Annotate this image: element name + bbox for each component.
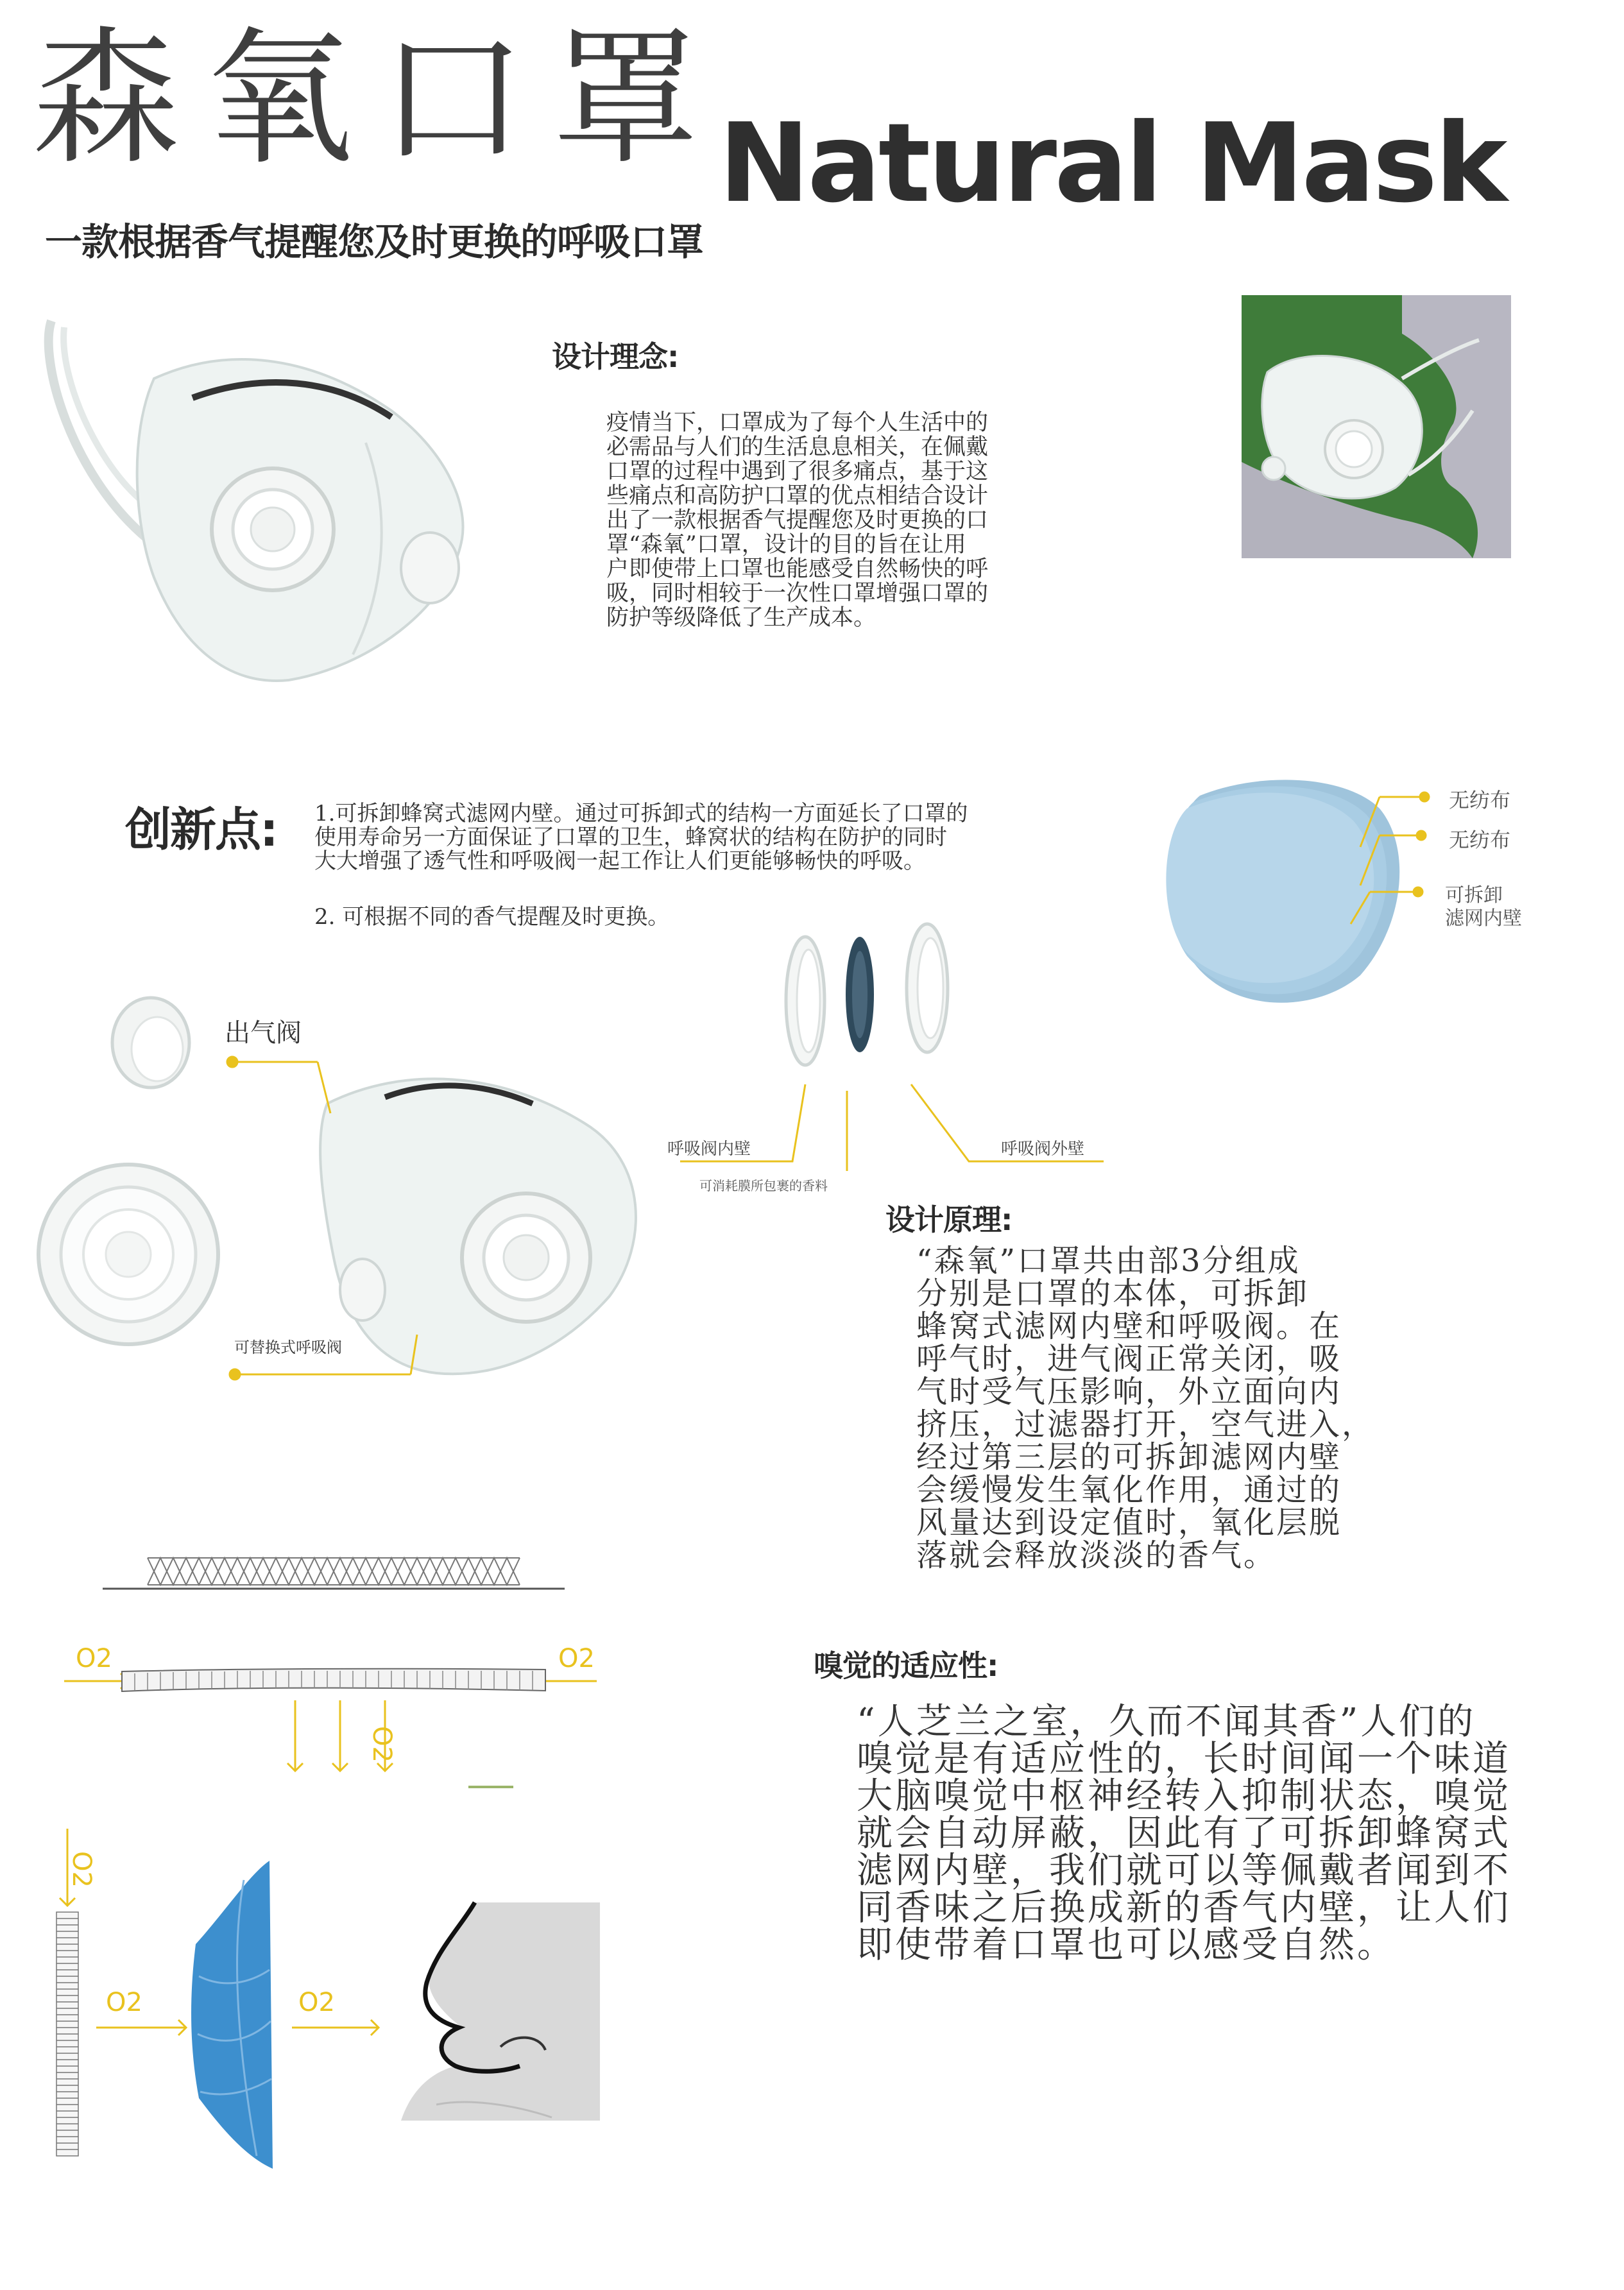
- replaceable-valve-image: [32, 1158, 225, 1351]
- concept-line: 些痛点和高防护口罩的优点相结合设计: [606, 483, 989, 509]
- concept-line: 吸，同时相较于一次性口罩增强口罩的: [606, 581, 989, 606]
- o2-label-left: O2: [76, 1644, 112, 1673]
- callout-outlet-valve: 出气阀: [225, 1018, 302, 1048]
- title-chinese: 森氧口罩: [32, 13, 725, 185]
- principle-body: [916, 1245, 1442, 1572]
- principle-line: 挤压，过滤器打开，空气进入，: [916, 1406, 1375, 1442]
- honeycomb-filter-strip: [103, 1553, 565, 1591]
- innovation-line: 大大增强了透气性和呼吸阀一起工作让人们更能够畅快的呼吸。: [314, 848, 925, 874]
- innovation-point-2: 2. 可根据不同的香气提醒及时更换。: [314, 904, 670, 930]
- olfactory-line: 即使带着口罩也可以感受自然。: [857, 1924, 1396, 1966]
- o2-label-nose: O2: [298, 1988, 335, 2017]
- olfactory-line: 嗅觉是有适应性的，长时间闻一个味道: [857, 1738, 1511, 1780]
- innovation-line: 使用寿命另一方面保证了口罩的卫生，蜂窝状的结构在防护的同时: [314, 825, 947, 850]
- principle-line: 蜂窝式滤网内壁和呼吸阀。在: [916, 1308, 1342, 1344]
- concept-heading: 设计理念:: [552, 339, 679, 374]
- concept-line: 疫情当下，口罩成为了每个人生活中的: [606, 410, 989, 436]
- subtitle: 一款根据香气提醒您及时更换的呼吸口罩: [45, 220, 704, 264]
- layer-label-filter: [1445, 884, 1522, 930]
- layer-label-filter-line: 滤网内壁: [1445, 907, 1522, 930]
- innovation-line: 1.可拆卸蜂窝式滤网内壁。通过可拆卸式的结构一方面延长了口罩的: [314, 801, 968, 826]
- layer-label-nonwoven-1: 无纺布: [1449, 788, 1511, 812]
- concept-line: 口罩的过程中遇到了很多痛点，基于这: [606, 459, 989, 484]
- principle-line: 落就会释放淡淡的香气。: [916, 1537, 1277, 1573]
- olfactory-body: [857, 1701, 1575, 1966]
- concept-body: [606, 411, 1068, 630]
- olfactory-line: “人芝兰之室，久而不闻其香”人们的: [857, 1701, 1476, 1743]
- airflow-diagram: [58, 1643, 622, 1803]
- principle-line: “森氧”口罩共由部3分组成: [916, 1243, 1301, 1279]
- callout-fragrance: 可消耗膜所包裹的香料: [699, 1178, 828, 1193]
- o2-label-filter: O2: [106, 1988, 142, 2017]
- o2-label-down: O2: [367, 1726, 397, 1763]
- o2-label-right: O2: [558, 1644, 595, 1673]
- valve-exploded-image: [770, 924, 975, 1091]
- innovation-point-1: [314, 802, 1149, 873]
- principle-line: 经过第三层的可拆卸滤网内壁: [916, 1439, 1342, 1475]
- layer-label-filter-line: 可拆卸: [1445, 884, 1503, 907]
- callout-valve-outer: 呼吸阀外壁: [1001, 1140, 1085, 1159]
- olfactory-heading: 嗅觉的适应性:: [814, 1648, 998, 1683]
- concept-line: 罩“森氧”口罩，设计的目的旨在让用: [606, 532, 966, 558]
- person-wearing-mask-image: [1242, 295, 1511, 558]
- principle-line: 呼气时，进气阀正常关闭，吸: [916, 1341, 1342, 1377]
- olfactory-line: 滤网内壁，我们就可以等佩戴者闻到不: [857, 1850, 1511, 1892]
- principle-line: 风量达到设定值时，氧化层脱: [916, 1505, 1342, 1541]
- innovation-heading: 创新点:: [125, 803, 277, 857]
- olfactory-line: 大脑嗅觉中枢神经转入抑制状态，嗅觉: [857, 1775, 1511, 1817]
- mask-front-image: [32, 308, 481, 693]
- concept-line: 必需品与人们的生活息息相关，在佩戴: [606, 434, 989, 460]
- principle-heading: 设计原理:: [885, 1202, 1013, 1237]
- mask-layers-diagram: [1168, 770, 1604, 1014]
- o2-label-vertical: O2: [67, 1851, 96, 1888]
- outlet-valve-image: [103, 988, 199, 1097]
- principle-line: 气时受气压影响，外立面向内: [916, 1374, 1342, 1410]
- olfactory-line: 同香味之后换成新的香气内壁，让人们: [857, 1887, 1511, 1929]
- concept-line: 出了一款根据香气提醒您及时更换的口: [606, 508, 989, 533]
- title-english: Natural Mask: [719, 100, 1505, 227]
- principle-line: 分别是口罩的本体，可拆卸: [916, 1276, 1310, 1312]
- concept-line: 户即使带上口罩也能感受自然畅快的呼: [606, 556, 989, 582]
- callout-replaceable-valve: 可替换式呼吸阀: [234, 1338, 342, 1356]
- olfactory-line: 就会自动屏蔽，因此有了可拆卸蜂窝式: [857, 1813, 1511, 1854]
- principle-line: 会缓慢发生氧化作用，通过的: [916, 1472, 1342, 1508]
- layer-label-nonwoven-2: 无纺布: [1449, 828, 1511, 852]
- callout-valve-inner: 呼吸阀内壁: [667, 1140, 751, 1159]
- concept-line: 防护等级降低了生产成本。: [606, 605, 876, 631]
